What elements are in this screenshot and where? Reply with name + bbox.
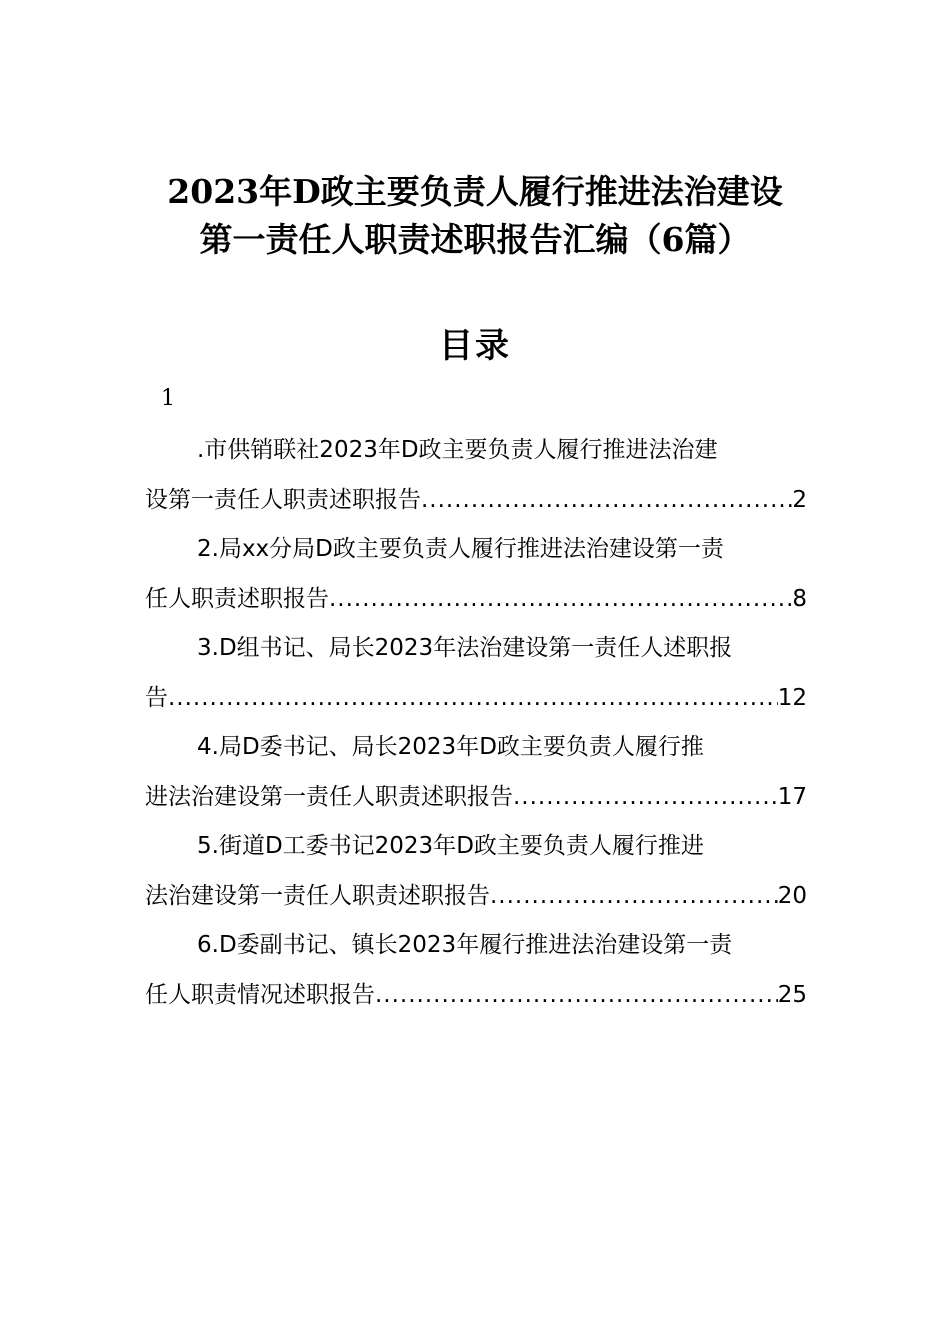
toc-dot-leader (421, 475, 792, 525)
document-title-line-1: 2023年D政主要负责人履行推进法治建设 (167, 172, 783, 211)
toc-entry-title-line-2 (145, 574, 807, 624)
toc-page-number: 8 (792, 586, 807, 612)
toc-entry-title-continuation: 任人职责情况述职报告 (145, 982, 375, 1008)
toc-entry[interactable] (145, 722, 807, 821)
toc-entry[interactable] (145, 920, 807, 1019)
toc-heading: 目录 (439, 326, 511, 366)
table-of-contents (145, 425, 807, 1019)
toc-dot-leader (513, 772, 778, 822)
toc-entry[interactable] (145, 821, 807, 920)
toc-entry-title-line-1: 2.局xx分局D政主要负责人履行推进法治建设第一责 (197, 536, 724, 562)
toc-page-number: 25 (777, 982, 807, 1008)
toc-entry-title-continuation: 设第一责任人职责述职报告 (145, 487, 421, 513)
toc-dot-leader (490, 871, 778, 921)
toc-dot-leader (329, 574, 792, 624)
stray-number: 1 (161, 386, 175, 411)
toc-entry-title-line-1: 3.D组书记、局长2023年法治建设第一责任人述职报 (197, 635, 733, 661)
document-title-line-2: 第一责任人职责述职报告汇编（6篇） (199, 220, 751, 259)
toc-entry-title-line-2 (145, 673, 807, 723)
toc-entry[interactable] (145, 425, 807, 524)
toc-dot-leader (375, 970, 778, 1020)
toc-entry-title-line-2 (145, 772, 807, 822)
toc-page-number: 17 (777, 784, 807, 810)
toc-entry-title-line-1: 5.街道D工委书记2023年D政主要负责人履行推进 (197, 833, 704, 859)
document-title (0, 168, 950, 264)
toc-entry-title-line-1: 4.局D委书记、局长2023年D政主要负责人履行推 (197, 734, 704, 760)
toc-entry-title-continuation: 进法治建设第一责任人职责述职报告 (145, 784, 513, 810)
toc-dot-leader (168, 673, 778, 723)
toc-page-number: 12 (777, 685, 807, 711)
toc-entry-title-line-2 (145, 970, 807, 1020)
toc-entry-title-continuation: 任人职责述职报告 (145, 586, 329, 612)
toc-page-number: 2 (792, 487, 807, 513)
toc-entry-title-continuation: 法治建设第一责任人职责述职报告 (145, 883, 490, 909)
toc-entry-title-continuation: 告 (145, 685, 168, 711)
toc-entry-title-line-1: 6.D委副书记、镇长2023年履行推进法治建设第一责 (197, 932, 733, 958)
toc-entry[interactable] (145, 623, 807, 722)
toc-entry-title-line-1: .市供销联社2023年D政主要负责人履行推进法治建 (197, 437, 718, 463)
toc-entry-title-line-2 (145, 871, 807, 921)
toc-page-number: 20 (777, 883, 807, 909)
toc-entry[interactable] (145, 524, 807, 623)
toc-entry-title-line-2 (145, 475, 807, 525)
